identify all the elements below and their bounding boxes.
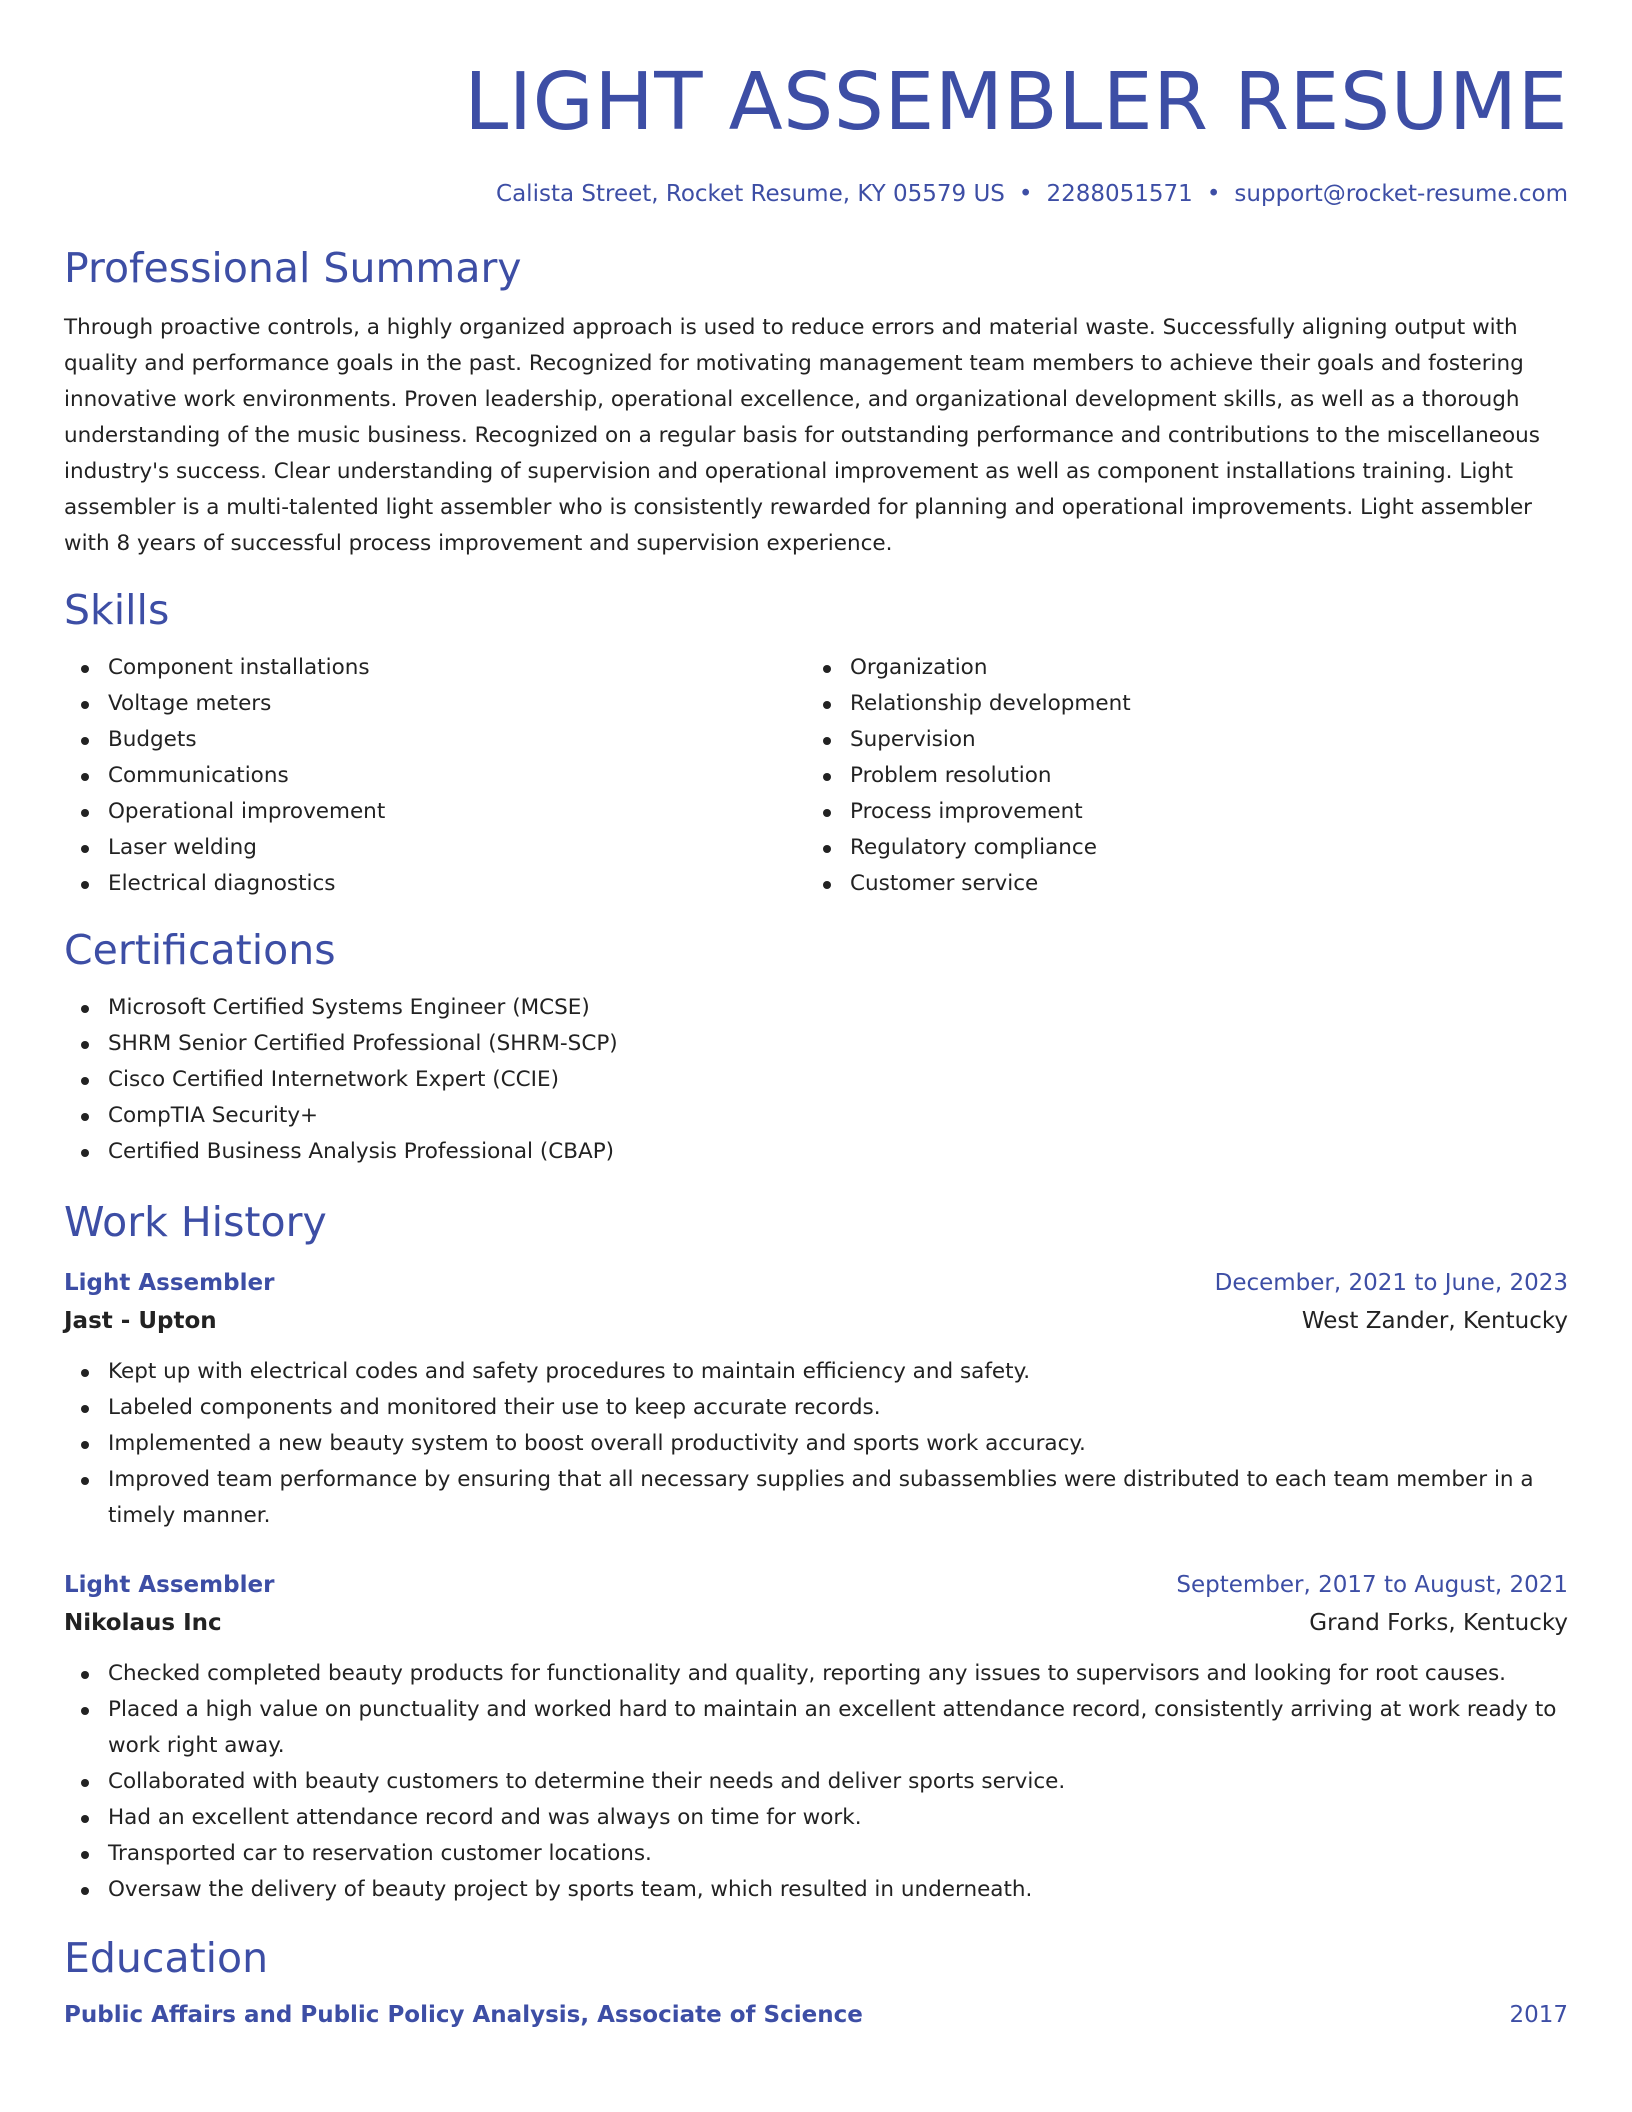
bullet-dot: [81, 1671, 89, 1679]
skill-label: Electrical diagnostics: [108, 871, 336, 896]
skills-columns: [64, 650, 1568, 902]
job-company-row: [64, 1604, 1568, 1642]
bullet-dot: [81, 881, 89, 889]
bullet-dot: [81, 665, 89, 673]
skill-item: [806, 722, 1548, 758]
job-duty-item: [64, 1390, 1568, 1426]
job-location: Grand Forks, Kentucky: [1309, 1610, 1568, 1636]
education-row: [64, 1996, 1568, 2034]
skill-item: [64, 866, 806, 902]
contact-separator: •: [1206, 181, 1221, 207]
skill-item: [64, 830, 806, 866]
job-duty-item: [64, 1656, 1568, 1692]
contact-line: [64, 178, 1568, 210]
job-duties-list: [64, 1354, 1568, 1534]
work-history-heading: Work History: [64, 1198, 327, 1246]
skill-item: [64, 722, 806, 758]
certifications-heading: Certifications: [64, 926, 336, 974]
job-duty-item: [64, 1764, 1568, 1800]
resume-page: [64, 0, 1568, 2034]
job-dates: December, 2021 to June, 2023: [1214, 1270, 1568, 1296]
bullet-dot: [81, 1815, 89, 1823]
skill-label: Supervision: [850, 727, 976, 752]
skill-label: Regulatory compliance: [850, 835, 1097, 860]
summary-heading: Professional Summary: [64, 244, 522, 292]
contact-email: support@rocket-resume.com: [1234, 181, 1568, 207]
bullet-dot: [823, 845, 831, 853]
summary-text: Through proactive controls, a highly organized approach is used to reduce errors and material waste. Successfully aligning output with quality and performance goals in the past. Recognized for motivating management team members to achieve their goals and fostering innovative work environments. Proven leadership, operational excellence, and organizational development skills, as well as a thorough understanding of the music business. Recognized on a regular basis for outstanding performance and contributions to the miscellaneous industry's success. Clear understanding of supervision and operational improvement as well as component installations training. Light assembler is a multi-talented light assembler who is consistently rewarded for planning and operational improvements. Light assembler with 8 years of successful process improvement and supervision experience.: [64, 315, 1540, 556]
job-location: West Zander, Kentucky: [1301, 1308, 1568, 1334]
job-duties-list: [64, 1656, 1568, 1908]
job-title: Light Assembler: [64, 1572, 275, 1598]
job-duty-text: Placed a high value on punctuality and worked hard to maintain an excellent attendance record, consistently arriving at work ready to work right away.: [108, 1697, 1557, 1758]
bullet-dot: [823, 773, 831, 781]
bullet-dot: [81, 1887, 89, 1895]
bullet-dot: [81, 1707, 89, 1715]
certification-label: Certified Business Analysis Professional (CBAP): [108, 1139, 615, 1164]
bullet-dot: [823, 881, 831, 889]
bullet-dot: [81, 1441, 89, 1449]
bullet-dot: [81, 773, 89, 781]
bullet-dot: [81, 809, 89, 817]
job-company: Nikolaus Inc: [64, 1610, 222, 1636]
skill-item: [806, 866, 1548, 902]
skill-item: [806, 758, 1548, 794]
skills-column-left: [64, 650, 806, 902]
skill-item: [64, 650, 806, 686]
skill-label: Organization: [850, 655, 988, 680]
bullet-dot: [81, 1779, 89, 1787]
skills-column-right: [806, 650, 1548, 902]
job-duty-item: [64, 1872, 1568, 1908]
bullet-dot: [81, 1113, 89, 1121]
job-company-row: [64, 1302, 1568, 1340]
skills-heading: Skills: [64, 586, 170, 634]
job-title: Light Assembler: [64, 1270, 275, 1296]
bullet-dot: [823, 701, 831, 709]
job-duty-item: [64, 1836, 1568, 1872]
job-duty-item: [64, 1426, 1568, 1462]
skill-label: Operational improvement: [108, 799, 386, 824]
skill-item: [806, 686, 1548, 722]
skill-label: Relationship development: [850, 691, 1131, 716]
skill-item: [806, 650, 1548, 686]
job-duty-text: Implemented a new beauty system to boost overall productivity and sports work accuracy.: [108, 1431, 1086, 1456]
certification-item: [64, 1026, 1568, 1062]
job-duty-text: Collaborated with beauty customers to determine their needs and deliver sports service.: [108, 1769, 1066, 1794]
job-duty-text: Improved team performance by ensuring that all necessary supplies and subassemblies were distributed to each team member in a timely manner.: [108, 1467, 1534, 1528]
skill-label: Customer service: [850, 871, 1039, 896]
education-year: 2017: [1509, 2002, 1568, 2028]
skill-label: Communications: [108, 763, 289, 788]
bullet-dot: [81, 1369, 89, 1377]
bullet-dot: [81, 1077, 89, 1085]
skill-item: [806, 830, 1548, 866]
bullet-dot: [81, 1405, 89, 1413]
job-company: Jast - Upton: [64, 1308, 217, 1334]
job-entry: [64, 1264, 1568, 1534]
skill-item: [806, 794, 1548, 830]
contact-separator: •: [1018, 181, 1033, 207]
skill-label: Process improvement: [850, 799, 1083, 824]
job-header-row: [64, 1566, 1568, 1604]
certification-item: [64, 990, 1568, 1026]
skill-label: Laser welding: [108, 835, 257, 860]
bullet-dot: [81, 845, 89, 853]
skill-label: Component installations: [108, 655, 370, 680]
education-degree: Public Affairs and Public Policy Analysis, Associate of Science: [64, 2002, 863, 2028]
skill-item: [64, 758, 806, 794]
job-duty-text: Checked completed beauty products for functionality and quality, reporting any issues to supervisors and looking for root causes.: [108, 1661, 1506, 1686]
job-duty-item: [64, 1354, 1568, 1390]
certification-label: SHRM Senior Certified Professional (SHRM-SCP): [108, 1031, 618, 1056]
skills-list-right: [806, 650, 1548, 902]
resume-title: LIGHT ASSEMBLER RESUME: [464, 56, 1568, 148]
job-entry: [64, 1566, 1568, 1908]
job-duty-text: Transported car to reservation customer locations.: [108, 1841, 652, 1866]
certification-item: [64, 1134, 1568, 1170]
certification-item: [64, 1098, 1568, 1134]
bullet-dot: [81, 1477, 89, 1485]
skill-label: Voltage meters: [108, 691, 272, 716]
bullet-dot: [81, 1041, 89, 1049]
job-duty-text: Labeled components and monitored their use to keep accurate records.: [108, 1395, 881, 1420]
bullet-dot: [823, 809, 831, 817]
bullet-dot: [823, 665, 831, 673]
certification-label: Microsoft Certified Systems Engineer (MCSE): [108, 995, 590, 1020]
bullet-dot: [81, 1851, 89, 1859]
job-duty-item: [64, 1462, 1568, 1534]
contact-phone: 2288051571: [1046, 181, 1193, 207]
skill-item: [64, 794, 806, 830]
bullet-dot: [81, 737, 89, 745]
certification-label: Cisco Certified Internetwork Expert (CCIE): [108, 1067, 559, 1092]
job-duty-item: [64, 1800, 1568, 1836]
job-duty-text: Had an excellent attendance record and was always on time for work.: [108, 1805, 862, 1830]
bullet-dot: [81, 701, 89, 709]
job-duty-text: Oversaw the delivery of beauty project by sports team, which resulted in underneath.: [108, 1877, 1033, 1902]
bullet-dot: [81, 1149, 89, 1157]
skills-list-left: [64, 650, 806, 902]
bullet-dot: [823, 737, 831, 745]
skill-label: Budgets: [108, 727, 197, 752]
education-heading: Education: [64, 1934, 269, 1982]
job-duty-item: [64, 1692, 1568, 1764]
skill-item: [64, 686, 806, 722]
job-header-row: [64, 1264, 1568, 1302]
job-dates: September, 2017 to August, 2021: [1176, 1572, 1568, 1598]
skill-label: Problem resolution: [850, 763, 1052, 788]
certifications-list: [64, 990, 1568, 1170]
bullet-dot: [81, 1005, 89, 1013]
job-duty-text: Kept up with electrical codes and safety procedures to maintain efficiency and safety.: [108, 1359, 1031, 1384]
contact-address: Calista Street, Rocket Resume, KY 05579 US: [496, 181, 1005, 207]
certification-label: CompTIA Security+: [108, 1103, 319, 1128]
certification-item: [64, 1062, 1568, 1098]
